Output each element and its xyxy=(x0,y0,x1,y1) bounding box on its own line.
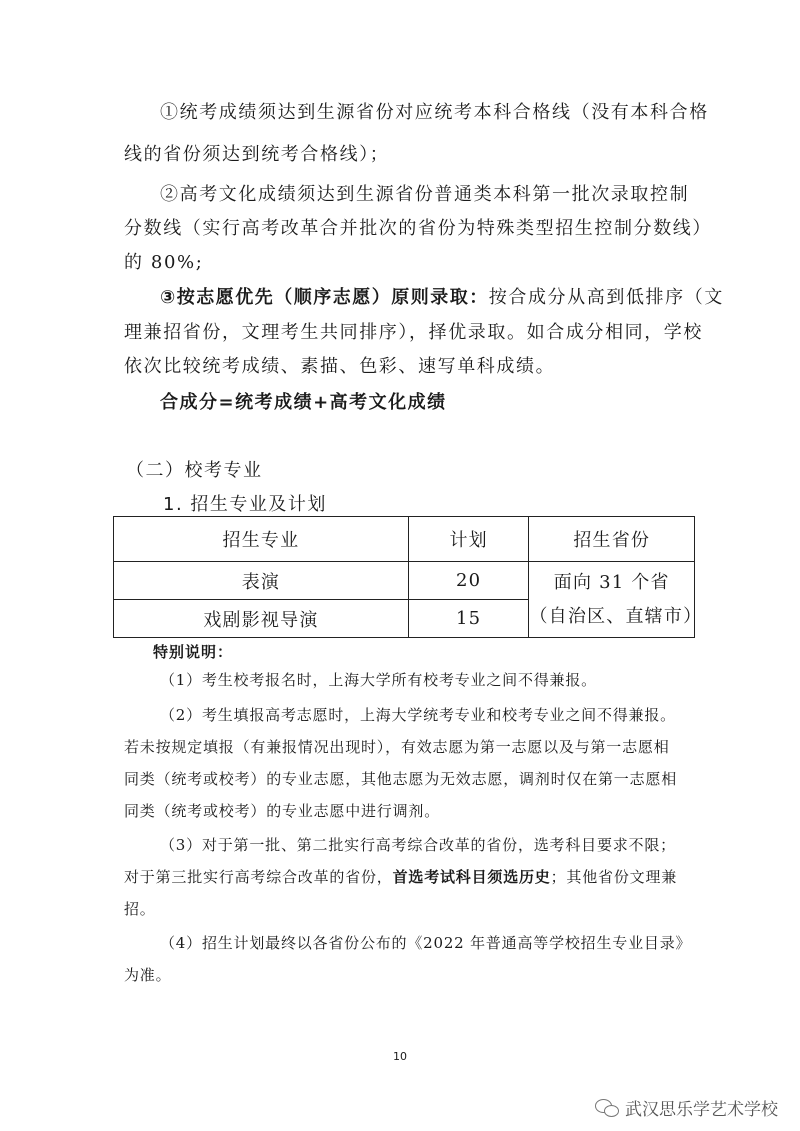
paragraph-2-line-1: ②高考文化成绩须达到生源省份普通类本科第一批次录取控制 xyxy=(160,184,690,205)
notes-title: 特别说明： xyxy=(153,643,234,661)
note-3-line-2-a: 对于第三批实行高考综合改革的省份， xyxy=(124,868,393,886)
note-3-emphasis: 首选考试科目须选历史 xyxy=(392,868,551,886)
note-4-line-1: （4）招生计划最终以各省份公布的《2022 年普通高等学校招生专业目录》 xyxy=(160,934,692,952)
note-3-line-3: 招。 xyxy=(124,900,156,918)
paragraph-2-line-2: 分数线（实行高考改革合并批次的省份为特殊类型招生控制分数线） xyxy=(124,218,712,239)
note-3-line-1: （3）对于第一批、第二批实行高考综合改革的省份，选考科目要求不限； xyxy=(160,836,676,854)
note-2-line-4: 同类（统考或校考）的专业志愿中进行调剂。 xyxy=(124,802,441,820)
row-1-major: 表演 xyxy=(114,562,409,600)
note-3-line-2 xyxy=(124,863,684,892)
table-row xyxy=(114,562,695,600)
province-line-2: （自治区、直辖市） xyxy=(529,605,703,627)
row-1-plan: 20 xyxy=(408,562,529,600)
note-2-line-2: 若未按规定填报（有兼报情况出现时），有效志愿为第一志愿以及与第一志愿相 xyxy=(124,738,670,756)
row-2-plan: 15 xyxy=(408,600,529,638)
watermark-text: 武汉思乐学艺术学校 xyxy=(625,1100,778,1120)
province-line-1: 面向 31 个省 xyxy=(553,571,670,593)
paragraph-3-line-2: 理兼招省份，文理考生共同排序），择优录取。如合成分相同，学校 xyxy=(124,322,703,343)
plan-table xyxy=(113,516,703,638)
header-plan: 计划 xyxy=(408,517,529,562)
paragraph-3-line-1-rest: 按合成分从高到低排序（文 xyxy=(488,287,724,308)
row-2-major: 戏剧影视导演 xyxy=(114,600,409,638)
header-major: 招生专业 xyxy=(114,517,409,562)
note-3-line-2-b: ；其他省份文理兼 xyxy=(550,868,678,886)
wechat-icon xyxy=(595,1097,619,1119)
section-subheading: 1. 招生专业及计划 xyxy=(163,494,327,515)
note-4-line-2: 为准。 xyxy=(124,966,172,984)
header-province: 招生省份 xyxy=(529,517,695,562)
table-header-row xyxy=(114,517,695,562)
section-heading: （二）校考专业 xyxy=(126,460,263,481)
watermark xyxy=(595,1095,778,1120)
rule-heading: ③按志愿优先（顺序志愿）原则录取： xyxy=(160,287,489,308)
note-1: （1）考生校考报名时，上海大学所有校考专业之间不得兼报。 xyxy=(160,671,597,689)
paragraph-3-line-3: 依次比较统考成绩、素描、色彩、速写单科成绩。 xyxy=(124,356,556,377)
paragraph-1-line-1: ①统考成绩须达到生源省份对应统考本科合格线（没有本科合格 xyxy=(160,102,709,123)
page-number: 10 xyxy=(393,1050,407,1063)
paragraph-3-line-1 xyxy=(160,285,724,310)
paragraph-1-line-2: 线的省份须达到统考合格线）； xyxy=(124,144,390,165)
note-2-line-1: （2）考生填报高考志愿时，上海大学统考专业和校考专业之间不得兼报。 xyxy=(160,706,676,724)
formula: 合成分=统考成绩+高考文化成绩 xyxy=(160,392,447,413)
paragraph-2-line-3: 的 80%; xyxy=(124,252,204,273)
province-cell xyxy=(529,562,703,638)
note-2-line-3: 同类（统考或校考）的专业志愿，其他志愿为无效志愿，调剂时仅在第一志愿相 xyxy=(124,770,678,788)
